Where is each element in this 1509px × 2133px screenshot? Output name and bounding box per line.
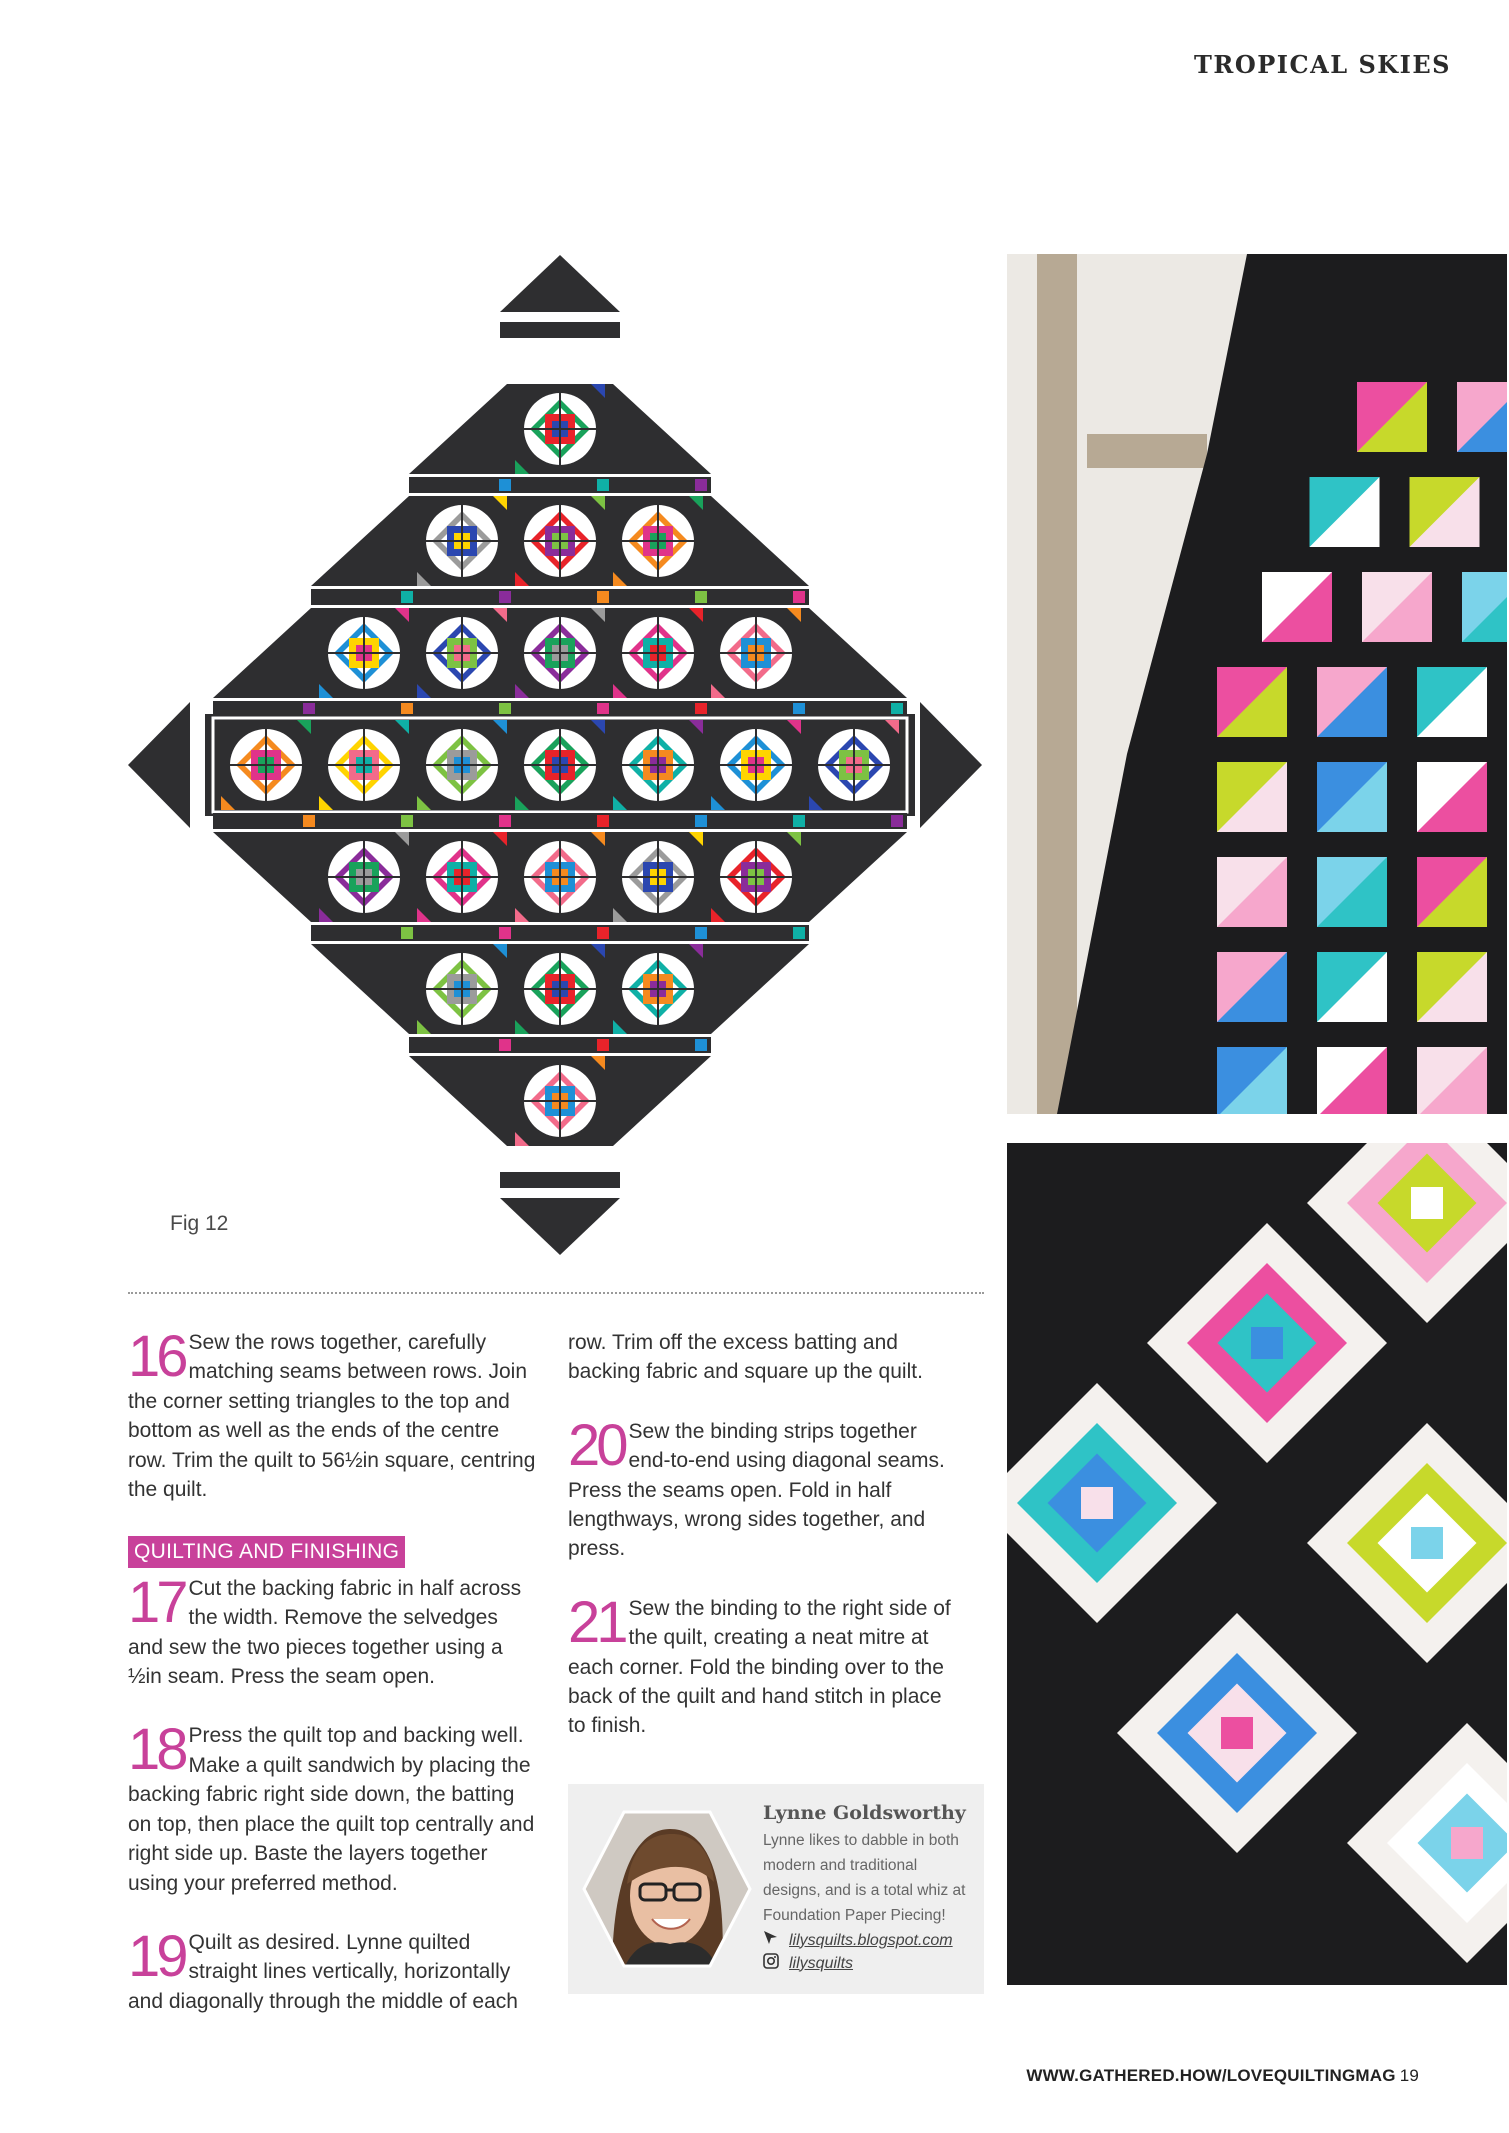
quilt-block (613, 496, 703, 586)
sashing-strip (213, 813, 907, 829)
quilt-block (613, 944, 703, 1034)
cursor-icon (763, 1930, 779, 1951)
quilt-block (515, 608, 605, 698)
step-19-continued (568, 1328, 963, 1387)
step-text: Sew the rows together, carefully matching seams between rows. Join the corner setting triangles to the top and bottom as well as the ends of the centre row. Trim the quilt to 56½in square, centring the quilt. (128, 1331, 536, 1502)
instagram-icon (763, 1953, 779, 1974)
step-20 (568, 1412, 963, 1564)
quilt-block (515, 1056, 605, 1146)
sashing-strip (409, 477, 711, 493)
quilt-block (613, 720, 703, 810)
step-17 (128, 1569, 538, 1692)
designer-name: Lynne Goldsworthy (763, 1802, 966, 1824)
quilt-block (515, 384, 605, 474)
quilt-block (417, 832, 507, 922)
step-text: Quilt as desired. Lynne quilted straight lines vertically, horizontally and diagonally through the middle of each (128, 1930, 518, 2013)
quilt-block (711, 832, 801, 922)
quilt-block (515, 496, 605, 586)
step-text: Cut the backing fabric in half across the width. Remove the selvedges and sew the two pieces together using a ½in seam. Press the seam open. (128, 1576, 522, 1689)
blog-link[interactable] (763, 1930, 978, 1951)
quilt-block (711, 720, 801, 810)
quilt-block (515, 720, 605, 810)
magazine-url: WWW.GATHERED.HOW/LOVEQUILTINGMAG (1026, 2066, 1396, 2085)
sashing-strip (311, 925, 809, 941)
step-number: 17 (128, 1569, 185, 1635)
step-number: 21 (568, 1589, 625, 1655)
step-number: 19 (128, 1923, 185, 1989)
quilt-block (515, 832, 605, 922)
quilt-block (515, 944, 605, 1034)
running-head: TROPICAL SKIES (1194, 50, 1451, 79)
step-19 (128, 1923, 538, 2016)
dotted-divider (128, 1292, 984, 1294)
quilt-block (417, 720, 507, 810)
step-16 (128, 1324, 538, 1504)
ladder-rail (1037, 254, 1077, 1114)
quilt-block (613, 608, 703, 698)
instagram-link[interactable] (763, 1953, 978, 1974)
blog-url[interactable]: lilysquilts.blogspot.com (789, 1931, 953, 1949)
top-corner-strip (500, 322, 620, 338)
quilt-block (319, 608, 409, 698)
figure-caption: Fig 12 (170, 1212, 229, 1235)
quilt-block (319, 720, 409, 810)
step-text: Press the quilt top and backing well. Make a quilt sandwich by placing the backing fabric right side down, the batting on top, then place the quilt top centrally and right side up. Baste the layers together using your preferred method. (128, 1724, 535, 1895)
step-text: row. Trim off the excess batting and backing fabric and square up the quilt. (568, 1331, 923, 1384)
top-corner-triangle (500, 255, 620, 312)
designer-portrait (582, 1804, 752, 1974)
page-number: 19 (1399, 2066, 1419, 2085)
step-number: 20 (568, 1412, 625, 1478)
step-number: 18 (128, 1717, 185, 1783)
bottom-corner-strip (500, 1172, 620, 1188)
instructions-column-2 (568, 1328, 963, 1741)
quilt-photo-ladder (1007, 254, 1507, 1114)
sashing-strip (409, 1037, 711, 1053)
page-footer (1026, 2066, 1419, 2086)
designer-description: Lynne likes to dabble in both modern and traditional designs, and is a total whiz at Foundation Paper Piecing! (763, 1832, 966, 1924)
quilt-block (711, 608, 801, 698)
sashing-strip (311, 589, 809, 605)
quilt-block (613, 832, 703, 922)
quilt-block (809, 720, 899, 810)
quilt-layout-diagram (120, 250, 1000, 1270)
section-heading: QUILTING AND FINISHING (128, 1536, 405, 1567)
step-number: 16 (128, 1324, 185, 1389)
designer-bio (568, 1784, 984, 1994)
quilt-photo-closeup (1007, 1143, 1507, 1985)
step-text: Sew the binding to the right side of the quilt, creating a neat mitre at each corner. Fold the binding over to the back of the quilt and hand stitch in place to finish. (568, 1596, 951, 1738)
quilt-block (417, 944, 507, 1034)
step-21 (568, 1589, 963, 1741)
instructions-column-1 (128, 1324, 538, 2016)
quilt-block (417, 608, 507, 698)
step-18 (128, 1717, 538, 1897)
bottom-corner-triangle (500, 1198, 620, 1255)
left-corner-triangle (128, 702, 190, 828)
quilt-block (319, 832, 409, 922)
quilt-block (221, 720, 311, 810)
ladder-rung (1087, 434, 1207, 468)
right-corner-triangle (920, 702, 982, 828)
instagram-handle[interactable]: lilysquilts (789, 1954, 854, 1972)
quilt-block (417, 496, 507, 586)
step-text: Sew the binding strips together end-to-end using diagonal seams. Press the seams open. Fold in half lengthways, wrong sides together, and press. (568, 1419, 945, 1561)
